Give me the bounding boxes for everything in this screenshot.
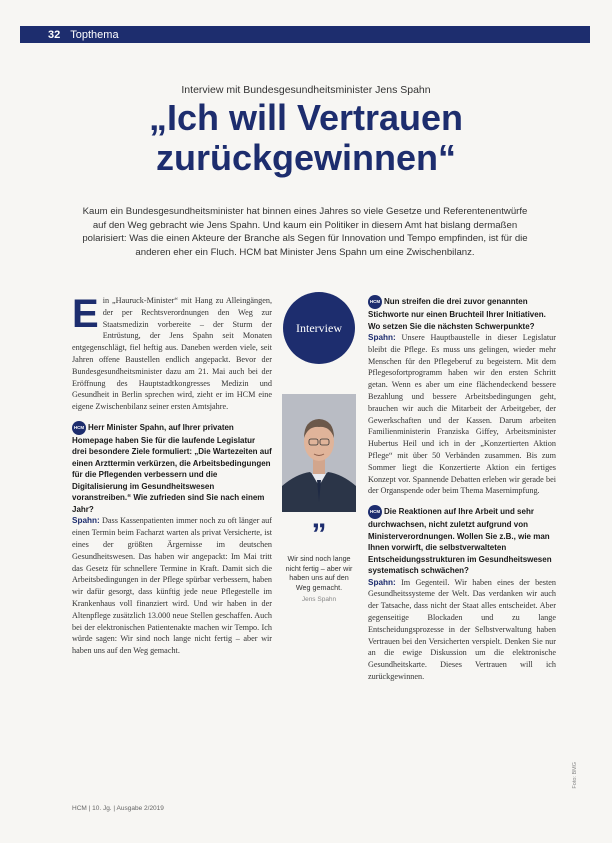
- drop-cap: E: [72, 292, 99, 336]
- speaker-label: Spahn:: [72, 516, 100, 526]
- intro-text: in „Hauruck-Minister“ mit Hang zu Alleingängen, der per Rechtsverordnungen den Weg zur Staatsmedizin vorbereite – der Sturm der Entrüstung, der Jens Spahn seit Monaten entgegenschlägt, fiel heftig aus. Daneben werden viele, seit Jahren offene Baustellen endlich angepackt. Bevor der Bundesgesundheitsminister dazu am 21. Mai auch bei der Eröffnung des Hauptstadtkongresses Medizin und Gesundheit in Berlin sprechen wird, zieht er im HCM eine eigene Zwischenbilanz seiner ersten Amtsjahre.: [72, 296, 272, 412]
- middle-column: [282, 292, 356, 603]
- speaker-label: Spahn:: [368, 577, 396, 587]
- quote-mark-icon: ”: [311, 518, 327, 551]
- page-footer: HCM | 10. Jg. | Ausgabe 2/2019: [72, 805, 164, 812]
- section-label: Topthema: [70, 28, 119, 41]
- question-3: [368, 505, 556, 577]
- text-column-right: [368, 295, 556, 683]
- page-number: 32: [48, 28, 61, 41]
- title-line-1: „Ich will Vertrauen: [148, 97, 464, 138]
- hcm-logo-icon: HCM: [368, 505, 382, 519]
- portrait-illustration: [282, 394, 356, 512]
- answer-3-text: Im Gegenteil. Wir haben eines der besten Gesundheitssysteme der Welt. Das verdanken wir auch der Tatsache, dass nicht der Staat alles entscheidet. Aber gegenseitige Blockaden und zu lange Entscheidungsprozesse in der Selbstverwaltung haben Vertrauen bei den Versicherten verspielt. Denken Sie nur an die ewige Diskussion um die elektronische Gesundheitskarte. Dieses Vertrauen will ich zurückgewinnen.: [368, 577, 556, 682]
- section-header-bar: [20, 26, 590, 43]
- answer-2-text: Unsere Hauptbaustelle in dieser Legislatur bleibt die Pflege. Es muss uns gelingen, wieder mehr Menschen für den Pflegeberuf zu begeistern. Mit dem Pflegesofortprogramm haben wir den ersten Schritt getan. Wenn es aber um eine flächendeckend bessere Bezahlung und bessere Arbeitsbedingungen geht, brauchen wir auch die Mitarbeit der Arbeitgeber, der Gewerkschaften und der Kassen. Darum arbeiten Familienministerin Franziska Giffey, Arbeitsminister Hubertus Heil und ich in der „Konzertierten Aktion Pflege“ mit über 50 Verbänden zusammen. Bis zum Sommer liegt die Konzertierte Aktion ein fertiges Konzept vor. Spannende Debatten erleben wir gerade bei der Organspende oder beim Thema Masernimpfung.: [368, 333, 556, 496]
- photo-credit: Foto: BMG: [572, 762, 578, 789]
- article-title: [0, 98, 612, 178]
- question-1-text: Herr Minister Spahn, auf Ihrer privaten Homepage haben Sie für die laufende Legislatur drei besondere Ziele formuliert: „Die Wartezeiten auf einen Arzttermin verkürzen, die Arbeitsbedingungen für die Pflegenden verbessern und die Digitalisierung im Gesundheitswesen voranstreiben.“ Wie zufrieden sind Sie nach einem Jahr?: [72, 423, 272, 514]
- answer-1-text: Dass Kassenpatienten immer noch zu oft länger auf einen Termin beim Facharzt warten als privat Versicherte, ist eines der größten Ärgernisse im deutschen Gesundheitswesen. Das haben wir angepackt: Im Mai tritt das Gesetz für schnellere Termine in Kraft. Damit sich die Arbeitsbedingungen in der Pflege spürbar verbessern, haben wir dafür gesorgt, dass künftig jede neue Pflegestelle im Krankenhaus voll finanziert wird. Und wir haben in der Altenpflege zusätzlich 13.000 neue Stellen geschaffen. Auch bei der elektronischen Patientenakte machen wir Tempo. Ich würde sagen: Wir sind noch lange nicht fertig – aber wir haben uns auf den Weg gemacht.: [72, 516, 272, 656]
- question-2-text: Nun streifen die drei zuvor genannten Stichworte nur einen Bruchteil Ihrer Initiativen. Wo setzen Sie die nächsten Schwerpunkte?: [368, 297, 546, 331]
- answer-1: [72, 515, 272, 657]
- answer-3: [368, 577, 556, 683]
- answer-2: [368, 332, 556, 497]
- question-2: [368, 295, 556, 332]
- pull-quote-author: Jens Spahn: [301, 596, 337, 603]
- intro-paragraph: [72, 292, 272, 413]
- hcm-logo-icon: HCM: [72, 421, 86, 435]
- interview-badge: Interview: [283, 292, 355, 364]
- article-lead: Kaum ein Bundesgesundheitsminister hat binnen eines Jahres so viele Gesetze und Referentenentwürfe auf den Weg gebracht wie Jens Spahn. Und kaum ein Politiker in diesem Amt hat bislang dermaßen polarisiert: Was die einen Akteure der Branche als Segen für Innovation und Tempo empfinden, ist für die anderen eher ein Fluch. HCM bat Minister Jens Spahn um eine Zwischenbilanz.: [82, 206, 528, 258]
- text-column-left: [72, 292, 272, 657]
- question-1: [72, 421, 272, 516]
- title-line-2: zurückgewinnen“: [155, 137, 457, 178]
- kicker: Interview mit Bundesgesundheitsminister Jens Spahn: [181, 84, 431, 96]
- portrait-photo: [282, 394, 356, 512]
- speaker-label: Spahn:: [368, 333, 396, 342]
- hcm-logo-icon: HCM: [368, 295, 382, 309]
- pull-quote: Wir sind noch lange nicht fertig – aber wir haben uns auf den Weg gemacht.: [285, 554, 353, 592]
- question-3-text: Die Reaktionen auf Ihre Arbeit und sehr durchwachsen, nicht zuletzt aufgrund von Ministerverordnungen. Wollen Sie z.B., wie man Ihnen vorwirft, die selbstverwalteten Entscheidungsstrukturen im Gesundheitswesen systematisch schwächen?: [368, 507, 552, 576]
